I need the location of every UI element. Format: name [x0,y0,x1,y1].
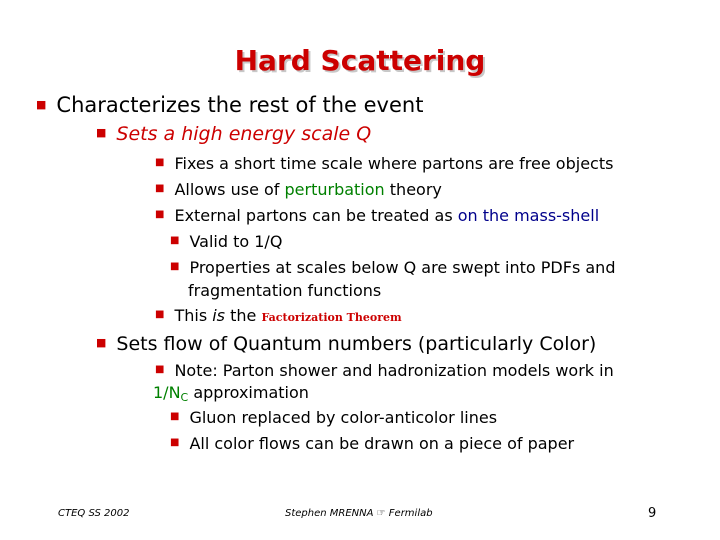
bullet-text: Gluon replaced by color-anticolor lines [189,408,498,427]
bullet-mass-shell [155,206,599,225]
bullet-parton-shower [155,361,614,380]
highlight-nc-sub: C [180,391,189,404]
bullet-text: Characterizes the rest of the event [56,93,424,117]
bullet-text: approximation [188,383,309,402]
slide-title: Hard Scattering [234,44,486,77]
square-bullet-icon: ■ [155,309,165,320]
bullet-time-scale [155,154,613,173]
square-bullet-icon: ■ [170,411,180,422]
bullet-color-flow [96,333,596,355]
bullet-perturbation [155,180,442,199]
bullet-color-flows [170,434,574,453]
footer-center: Stephen MRENNA ☞ Fermilab [285,508,433,519]
bullet-energy-scale [96,123,371,145]
bullet-text: Properties at scales below Q are swept into PDFs and [189,258,616,277]
bullet-text: Sets a high energy scale Q [116,123,372,145]
square-bullet-icon: ■ [170,437,180,448]
square-bullet-icon: ■ [170,235,180,246]
bullet-text: Fixes a short time scale where partons are free objects [174,154,614,173]
bullet-text: All color flows can be drawn on a piece of paper [189,434,575,453]
bullet-text: theory [384,180,442,199]
footer-left: CTEQ SS 2002 [58,508,130,519]
bullet-text: This [174,306,213,325]
highlight-nc-pre: 1/N [153,383,181,402]
square-bullet-icon: ■ [155,183,165,194]
square-bullet-icon: ■ [170,261,180,272]
highlight-factorization: Factorization Theorem [261,311,402,324]
square-bullet-icon: ■ [155,157,165,168]
bullet-text: is [212,306,226,325]
bullet-text: External partons can be treated as [174,206,458,225]
bullet-text: Valid to 1/Q [189,232,283,251]
highlight-mass-shell: on the mass-shell [457,206,600,225]
bullet-text: Sets flow of Quantum numbers (particularly Color) [116,333,597,355]
bullet-valid [170,232,282,251]
bullet-pdfs [170,258,615,277]
bullet-pdfs-cont: fragmentation functions [188,281,382,300]
square-bullet-icon: ■ [36,97,47,111]
square-bullet-icon: ■ [96,336,107,349]
bullet-text: Allows use of [174,180,285,199]
bullet-text: Note: Parton shower and hadronization models work in [174,361,614,380]
bullet-characterizes [36,93,423,117]
bullet-parton-shower-cont [153,383,309,404]
square-bullet-icon: ■ [155,209,165,220]
highlight-perturbation: perturbation [284,180,385,199]
bullet-factorization [155,306,402,325]
bullet-gluon [170,408,497,427]
square-bullet-icon: ■ [155,364,165,375]
bullet-text: the [225,306,262,325]
square-bullet-icon: ■ [96,126,107,139]
page-number: 9 [648,506,657,521]
